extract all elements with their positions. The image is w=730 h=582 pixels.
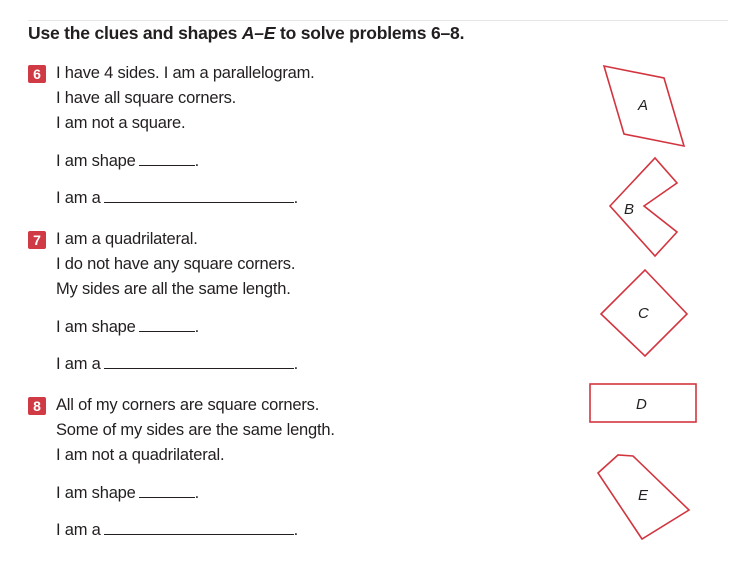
shape-a-label: A <box>638 97 649 114</box>
shape-b-label: B <box>624 201 635 218</box>
clue-line: I am not a square. <box>56 114 186 132</box>
shape-a <box>604 66 684 146</box>
name-prompt: I am a <box>56 521 101 539</box>
name-prompt: I am a <box>56 189 101 207</box>
heading-range: A–E <box>241 23 276 43</box>
end-mark: . <box>194 484 200 502</box>
clue-line: I have all square corners. <box>56 89 237 107</box>
end-mark: . <box>293 189 299 207</box>
clue-line: Some of my sides are the same length. <box>56 421 335 439</box>
end-mark: . <box>194 318 200 336</box>
clue-line: I do not have any square corners. <box>56 255 296 273</box>
shape-d-label: D <box>636 396 647 413</box>
shape-d <box>590 384 696 422</box>
clue-line: All of my corners are square corners. <box>56 396 320 414</box>
end-mark: . <box>293 355 299 373</box>
end-mark: . <box>194 152 200 170</box>
heading-suffix: to solve problems 6–8. <box>275 23 465 43</box>
shape-c <box>601 270 687 356</box>
shape-e <box>598 455 689 539</box>
problem-number-badge: 7 <box>28 231 46 249</box>
shape-prompt: I am shape <box>56 318 136 336</box>
clue-line: I am a quadrilateral. <box>56 230 198 248</box>
problem-number-badge: 8 <box>28 397 46 415</box>
end-mark: . <box>293 521 299 539</box>
clue-line: I am not a quadrilateral. <box>56 446 225 464</box>
name-prompt: I am a <box>56 355 101 373</box>
clue-line: My sides are all the same length. <box>56 280 291 298</box>
shape-c-label: C <box>638 305 649 322</box>
problem-number-badge: 6 <box>28 65 46 83</box>
shape-b <box>610 158 677 256</box>
shape-e-label: E <box>638 487 649 504</box>
clue-line: I have 4 sides. I am a parallelogram. <box>56 64 315 82</box>
heading-prefix: Use the clues and shapes <box>28 23 242 43</box>
shape-prompt: I am shape <box>56 152 136 170</box>
shape-prompt: I am shape <box>56 484 136 502</box>
